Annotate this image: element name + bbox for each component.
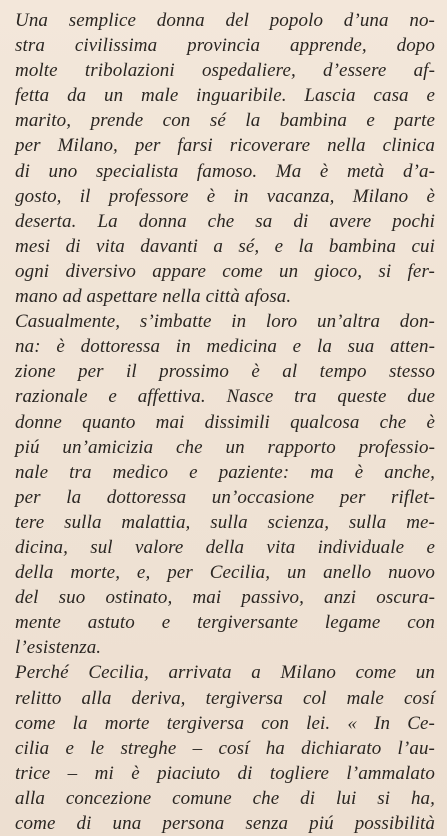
text-line: di uno specialista famoso. Ma è metà d’a-	[15, 160, 435, 182]
text-line: tere sulla malattia, sulla scienza, sulla me-	[15, 511, 435, 533]
text-line: della morte, e, per Cecilia, un anello nuovo	[15, 562, 435, 584]
text-line: molte tribolazioni ospedaliere, d’essere af-	[15, 60, 435, 82]
text-line: razionale e affettiva. Nasce tra queste due	[15, 386, 435, 408]
text-line: ogni diversivo appare come un gioco, si fer-	[15, 260, 435, 282]
text-line: Perché Cecilia, arrivata a Milano come un	[15, 662, 435, 684]
text-line: mano ad aspettare nella città afosa.	[15, 286, 292, 308]
text-line: cilia e le streghe – cosí ha dichiarato l’au-	[15, 737, 435, 759]
text-line: Una semplice donna del popolo d’una no-	[15, 10, 435, 31]
text-line: deserta. La donna che sa di avere pochi	[15, 210, 435, 232]
body-text	[15, 8, 435, 836]
text-line: dicina, sul valore della vita individuale e	[15, 536, 435, 558]
text-line: del suo ostinato, mai passivo, anzi oscura-	[15, 587, 435, 609]
text-line: come di una persona senza piú possibilità	[15, 813, 435, 834]
text-line: stra civilissima provincia apprende, dopo	[15, 35, 435, 57]
text-line: l’esistenza.	[15, 637, 102, 659]
text-line: gosto, il professore è in vacanza, Milano è	[15, 185, 435, 207]
text-line: mesi di vita davanti a sé, e la bambina cui	[15, 235, 435, 257]
text-line: zione per il prossimo è al tempo stesso	[15, 361, 435, 383]
text-line: nale tra medico e paziente: ma è anche,	[15, 461, 435, 483]
text-line: mente astuto e tergiversante legame con	[15, 612, 435, 634]
text-line: per Milano, per farsi ricoverare nella clinica	[15, 135, 435, 157]
text-line: Casualmente, s’imbatte in loro un’altra don-	[15, 311, 435, 333]
text-line: trice – mi è piaciuto di togliere l’ammalato	[15, 762, 435, 784]
text-line: marito, prende con sé la bambina e parte	[15, 110, 435, 132]
text-line: donne quanto mai dissimili qualcosa che è	[15, 411, 435, 433]
text-line: na: è dottoressa in medicina e la sua atten-	[15, 336, 435, 358]
text-line: per la dottoressa un’occasione per riflet-	[15, 486, 435, 508]
text-line: fetta da un male inguaribile. Lascia casa e	[15, 85, 435, 107]
text-line: alla concezione comune che di lui si ha,	[15, 787, 435, 809]
text-line: come la morte tergiversa con lei. « In Ce-	[15, 712, 435, 734]
text-line: piú un’amicizia che un rapporto professio-	[15, 436, 435, 458]
text-line: relitto alla deriva, tergiversa col male cosí	[15, 687, 435, 709]
